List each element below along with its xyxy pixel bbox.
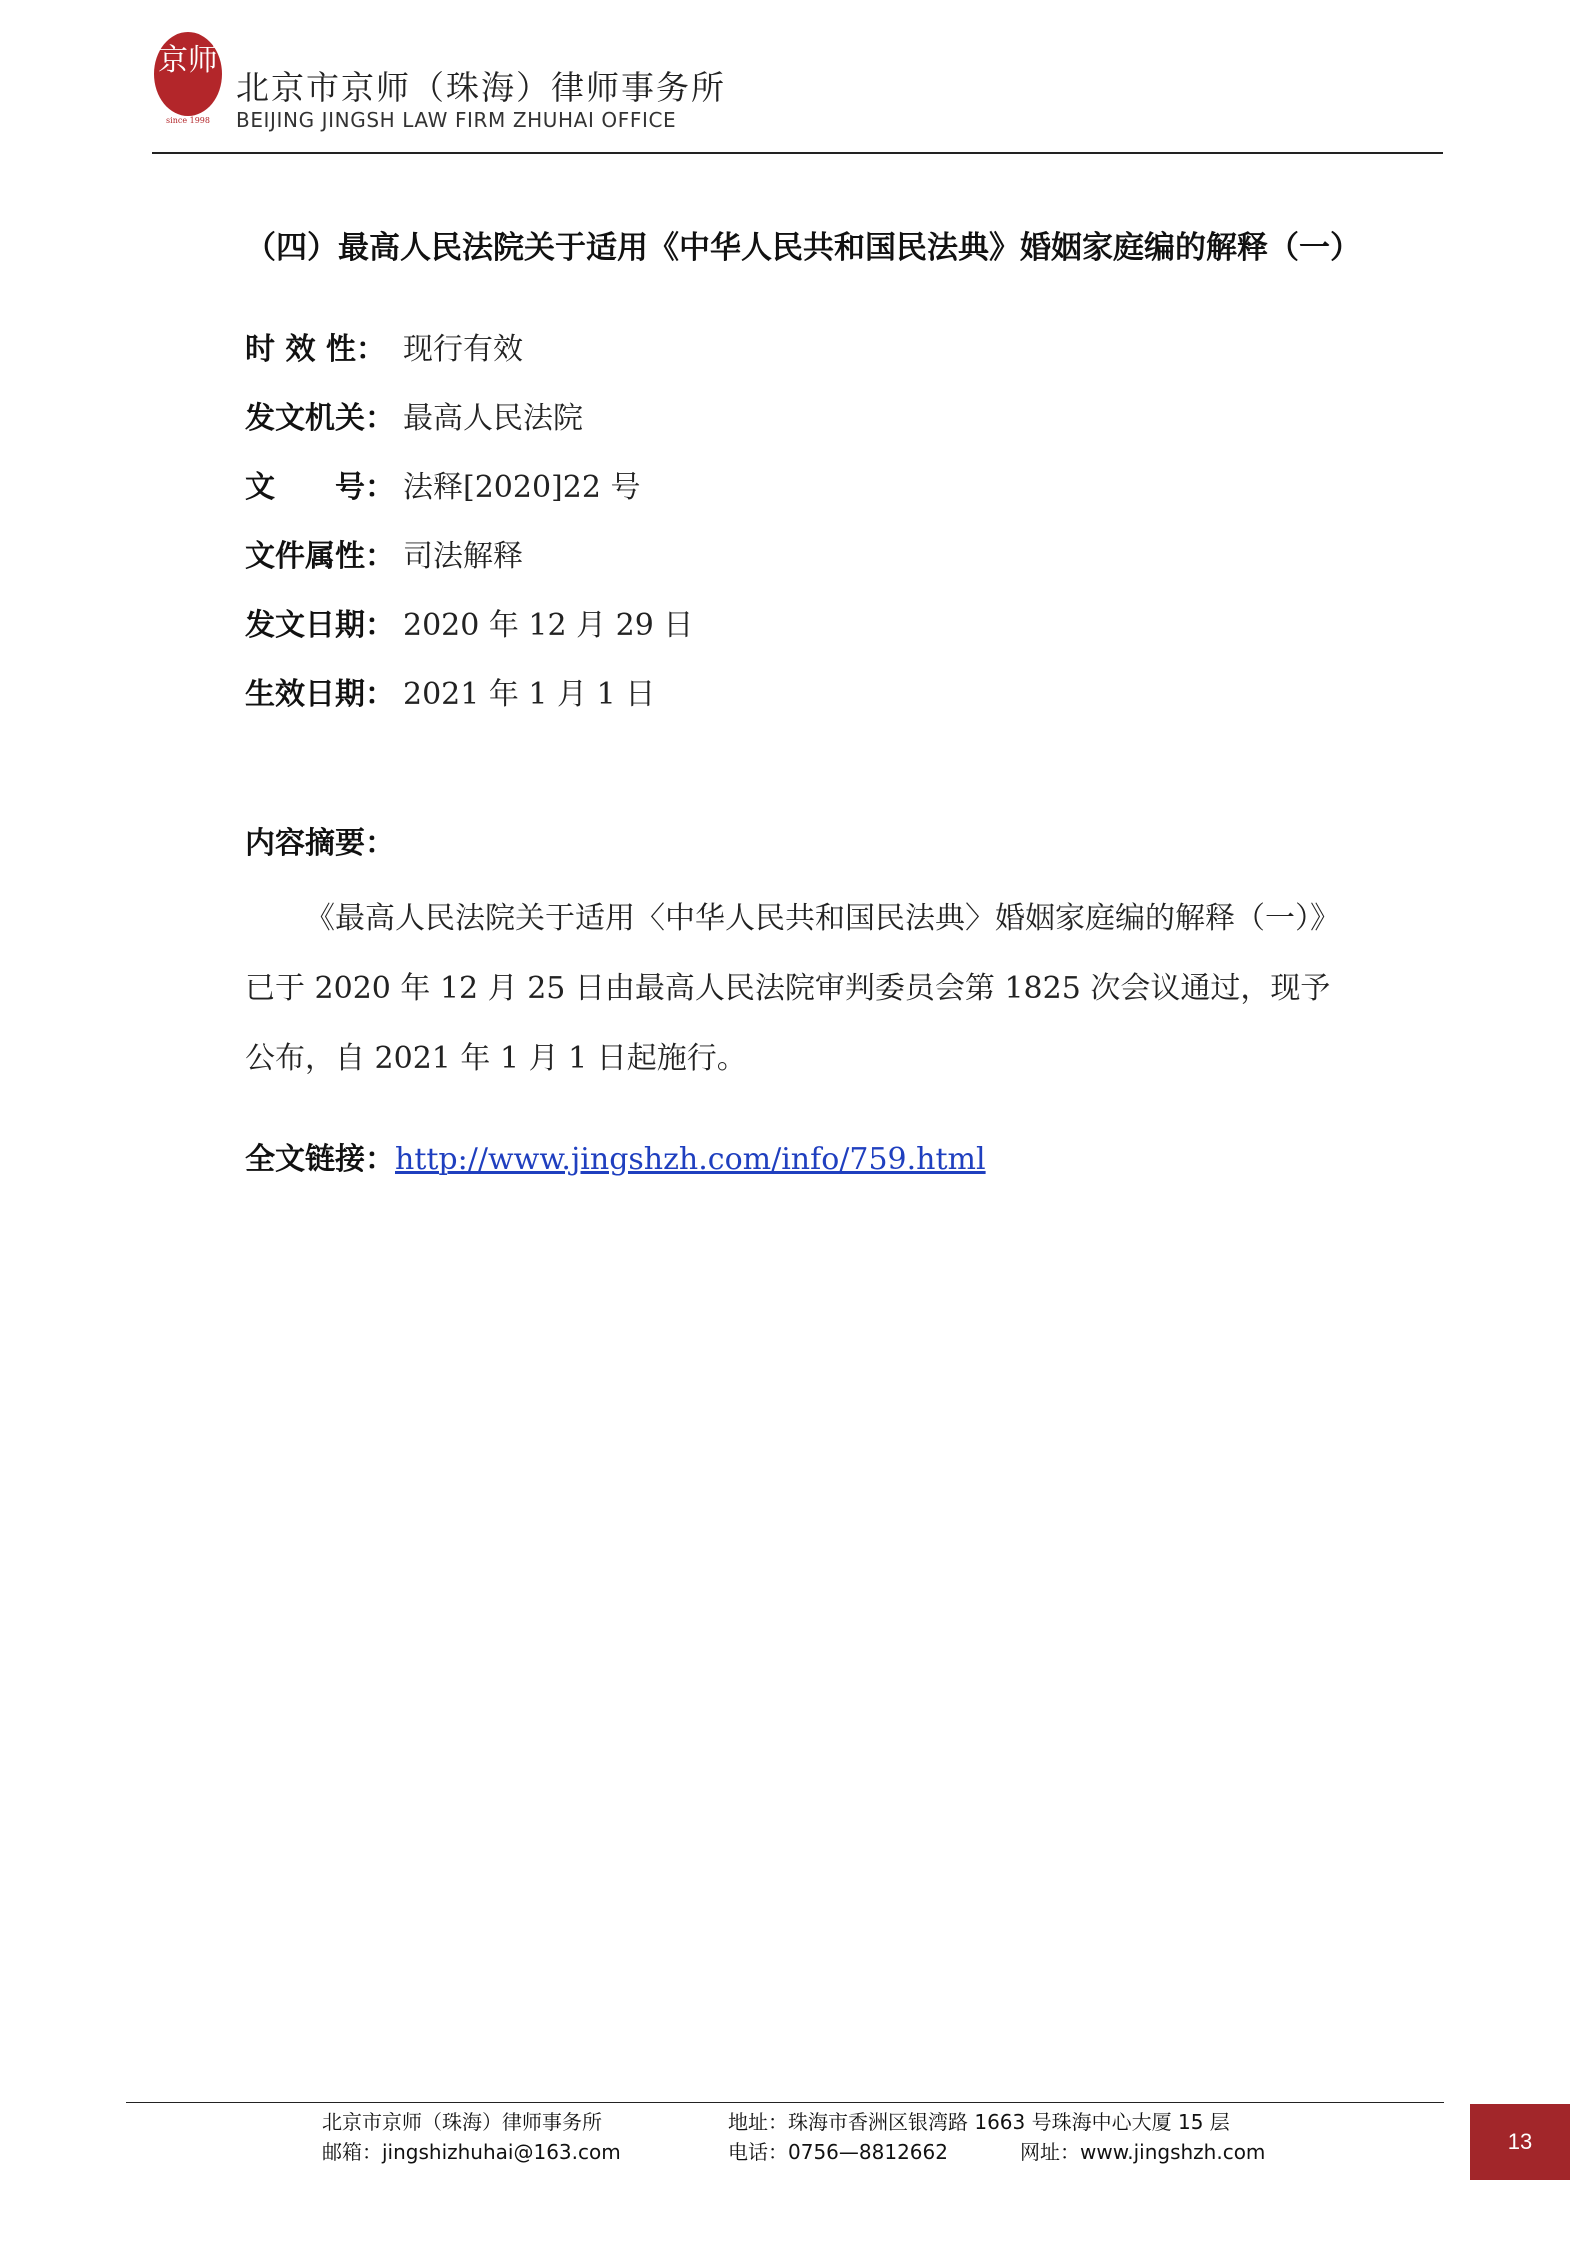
meta-label: 发文机关： bbox=[245, 401, 395, 436]
meta-row-issuer bbox=[245, 399, 583, 439]
footer-website: 网址：www.jingshzh.com bbox=[1020, 2140, 1266, 2164]
meta-label: 文 号： bbox=[245, 470, 395, 505]
meta-value: 法释[2020]22 号 bbox=[403, 470, 641, 505]
meta-row-validity bbox=[245, 330, 523, 370]
footer-address: 地址：珠海市香洲区银湾路 1663 号珠海中心大厦 15 层 bbox=[728, 2110, 1230, 2134]
firm-logo-seal bbox=[150, 30, 226, 126]
summary-paragraph: 《最高人民法院关于适用〈中华人民共和国民法典〉婚姻家庭编的解释（一）》已于 2020 年 12 月 25 日由最高人民法院审判委员会第 1825 次会议通过，现予公布，自 2021 年 1 月 1 日起施行。 bbox=[245, 901, 1340, 1076]
meta-label: 文件属性： bbox=[245, 539, 395, 574]
footer-email: 邮箱：jingshizhuhai@163.com bbox=[322, 2140, 621, 2164]
meta-value: 2020 年 12 月 29 日 bbox=[403, 608, 694, 643]
summary-heading: 内容摘要： bbox=[245, 826, 395, 861]
meta-value: 司法解释 bbox=[403, 539, 523, 574]
full-text-link[interactable]: http://www.jingshzh.com/info/759.html bbox=[395, 1142, 986, 1177]
footer-phone: 电话：0756—8812662 bbox=[728, 2140, 948, 2164]
footer-firm-name: 北京市京师（珠海）律师事务所 bbox=[322, 2110, 602, 2134]
firm-name-en: BEIJING JINGSH LAW FIRM ZHUHAI OFFICE bbox=[236, 108, 677, 132]
footer-divider bbox=[126, 2102, 1444, 2103]
meta-value: 现行有效 bbox=[403, 332, 523, 367]
page-number-badge bbox=[1470, 2104, 1570, 2180]
meta-row-category bbox=[245, 537, 523, 577]
meta-row-doc-number bbox=[245, 468, 640, 508]
document-title: （四）最高人民法院关于适用《中华人民共和国民法典》婚姻家庭编的解释（一） bbox=[245, 230, 1361, 266]
page-number: 13 bbox=[1507, 2129, 1533, 2154]
meta-value: 最高人民法院 bbox=[403, 401, 583, 436]
header-divider bbox=[152, 152, 1443, 154]
seal-since: since 1998 bbox=[166, 116, 210, 125]
firm-name-cn: 北京市京师（珠海）律师事务所 bbox=[236, 68, 726, 107]
link-label: 全文链接： bbox=[245, 1142, 395, 1177]
seal-char-top: 京师 bbox=[158, 43, 218, 78]
meta-label: 时 效 性： bbox=[245, 332, 386, 367]
full-text-link-row bbox=[245, 1140, 986, 1180]
meta-label: 生效日期： bbox=[245, 677, 395, 712]
meta-label: 发文日期： bbox=[245, 608, 395, 643]
meta-row-effective-date bbox=[245, 675, 655, 715]
meta-row-issue-date bbox=[245, 606, 693, 646]
meta-value: 2021 年 1 月 1 日 bbox=[403, 677, 656, 712]
